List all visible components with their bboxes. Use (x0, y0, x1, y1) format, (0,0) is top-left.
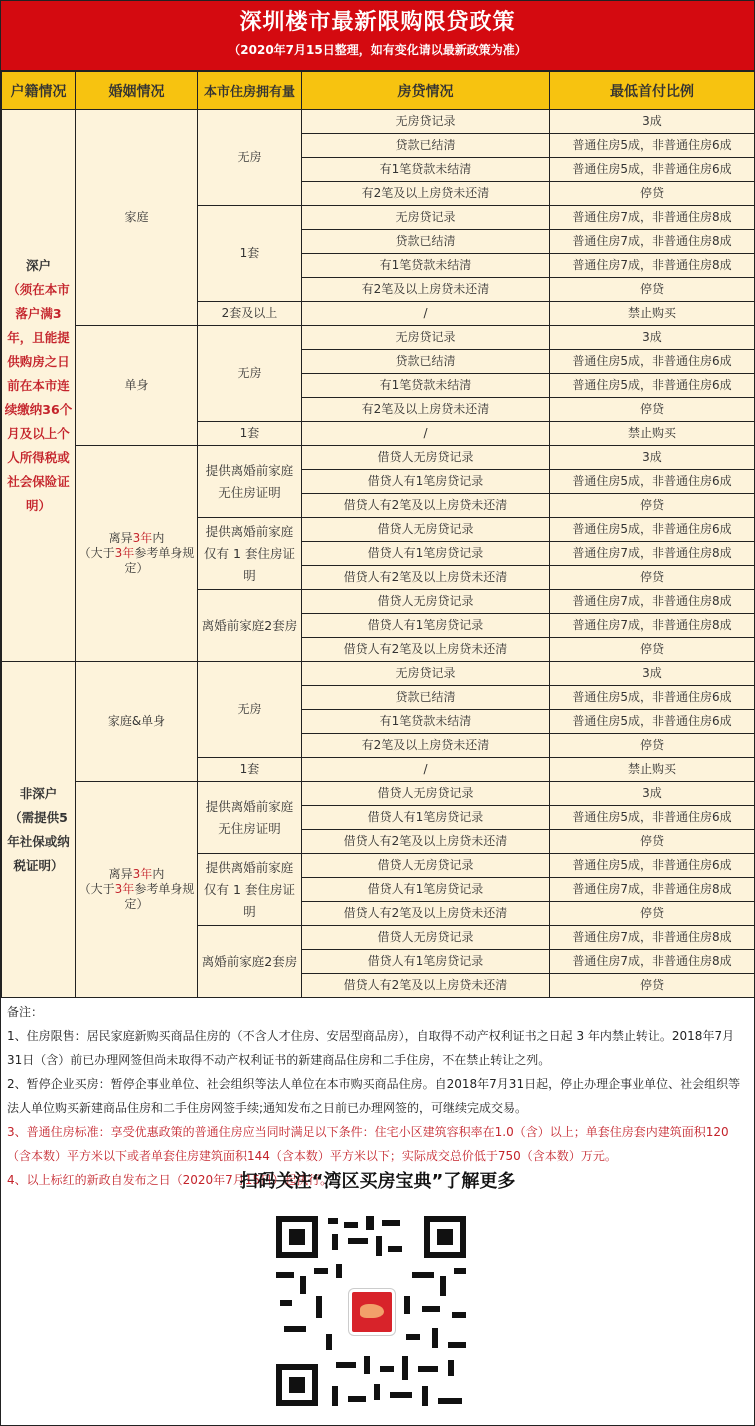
down-payment: 普通住房7成，非普通住房8成 (550, 230, 755, 254)
loan-status: 借贷人有1笔房贷记录 (302, 878, 550, 902)
table-row (2, 662, 755, 686)
loan-status: 借贷人有2笔及以上房贷未还清 (302, 830, 550, 854)
loan-status: 借贷人无房贷记录 (302, 518, 550, 542)
qr-finder-icon (276, 1364, 318, 1406)
down-payment: 停贷 (550, 830, 755, 854)
down-payment: 普通住房7成，非普通住房8成 (550, 206, 755, 230)
loan-status: 有1笔贷款未结清 (302, 710, 550, 734)
down-payment: 停贷 (550, 398, 755, 422)
hukou-shenhu-note: （须在本市落户满3年，且能提供购房之日前在本市连续缴纳36个月及以上个人所得税或社会保险证明） (4, 281, 73, 513)
loan-status: 有2笔及以上房贷未还清 (302, 398, 550, 422)
holdings-div-two: 离婚前家庭2套房 (198, 926, 302, 998)
down-payment: 停贷 (550, 902, 755, 926)
down-payment: 3成 (550, 446, 755, 470)
down-payment: 停贷 (550, 638, 755, 662)
note-item-4: 4、以上标红的新政自发布之日（2020年7月15日）起执行。 (7, 1173, 333, 1187)
loan-status: 借贷人有1笔房贷记录 (302, 542, 550, 566)
loan-status: 无房贷记录 (302, 110, 550, 134)
loan-status: 有1笔贷款未结清 (302, 374, 550, 398)
down-payment: 停贷 (550, 278, 755, 302)
loan-status: 借贷人无房贷记录 (302, 782, 550, 806)
loan-status: 借贷人有1笔房贷记录 (302, 470, 550, 494)
loan-status: 无房贷记录 (302, 326, 550, 350)
loan-status: 无房贷记录 (302, 206, 550, 230)
note-item-1: 1、住房限售：居民家庭新购买商品住房的（不含人才住房、安居型商品房），自取得不动产权利证书之日起 3 年内禁止转让。2018年7月31日（含）前已办理网签但尚未取得不动产权利证书的新建商品住房和二手住房，不在禁止转让之列。 (7, 1029, 735, 1067)
loan-status: 借贷人有2笔及以上房贷未还清 (302, 566, 550, 590)
loan-status: 有2笔及以上房贷未还清 (302, 182, 550, 206)
hukou-feishenhu-cell (2, 662, 76, 998)
down-payment: 普通住房5成，非普通住房6成 (550, 854, 755, 878)
down-payment: 普通住房5成，非普通住房6成 (550, 518, 755, 542)
table-row (2, 782, 755, 806)
policy-table (1, 71, 755, 998)
marital-single: 单身 (76, 326, 198, 446)
hukou-feishenhu-title: 非深户 (19, 785, 58, 801)
down-payment: 禁止购买 (550, 422, 755, 446)
loan-status: 借贷人有2笔及以上房贷未还清 (302, 494, 550, 518)
down-payment: 停贷 (550, 182, 755, 206)
holdings-div-two: 离婚前家庭2套房 (198, 590, 302, 662)
qr-finder-icon (424, 1216, 466, 1258)
loan-status: 借贷人无房贷记录 (302, 446, 550, 470)
loan-status: 借贷人有1笔房贷记录 (302, 806, 550, 830)
table-row (2, 110, 755, 134)
down-payment: 禁止购买 (550, 758, 755, 782)
note-item-2: 2、暂停企业买房：暂停企事业单位、社会组织等法人单位在本市购买商品住房。自2018年7月31日起，停止办理企事业单位、社会组织等法人单位购买新建商品住房和二手住房网签手续;通知发布之日前已办理网签的，可继续完成交易。 (7, 1077, 741, 1115)
loan-status: 借贷人有1笔房贷记录 (302, 950, 550, 974)
down-payment: 普通住房7成，非普通住房8成 (550, 590, 755, 614)
down-payment: 停贷 (550, 734, 755, 758)
down-payment: 停贷 (550, 974, 755, 998)
down-payment: 禁止购买 (550, 302, 755, 326)
page-subtitle: （2020年7月15日整理，如有变化请以最新政策为准） (228, 43, 527, 57)
down-payment: 普通住房7成，非普通住房8成 (550, 926, 755, 950)
header-marital: 婚姻情况 (76, 72, 198, 110)
loan-status: 有2笔及以上房贷未还清 (302, 734, 550, 758)
table-row (2, 446, 755, 470)
down-payment: 普通住房7成，非普通住房8成 (550, 542, 755, 566)
holdings-none: 无房 (198, 326, 302, 422)
loan-status: / (302, 302, 550, 326)
down-payment: 停贷 (550, 494, 755, 518)
notes-heading: 备注： (7, 1005, 44, 1019)
down-payment: 普通住房5成，非普通住房6成 (550, 134, 755, 158)
header-ratio: 最低首付比例 (550, 72, 755, 110)
loan-status: 贷款已结清 (302, 230, 550, 254)
loan-status: / (302, 422, 550, 446)
loan-status: 贷款已结清 (302, 134, 550, 158)
loan-status: 有1笔贷款未结清 (302, 158, 550, 182)
holdings-div-one: 提供离婚前家庭仅有 1 套住房证明 (198, 854, 302, 926)
marital-family-single: 家庭&单身 (76, 662, 198, 782)
holdings-none: 无房 (198, 110, 302, 206)
down-payment: 3成 (550, 782, 755, 806)
holdings-div-one: 提供离婚前家庭仅有 1 套住房证明 (198, 518, 302, 590)
down-payment: 3成 (550, 326, 755, 350)
loan-status: 借贷人有2笔及以上房贷未还清 (302, 902, 550, 926)
header-holdings: 本市住房拥有量 (198, 72, 302, 110)
notes-section (1, 997, 754, 1194)
loan-status: 借贷人有2笔及以上房贷未还清 (302, 638, 550, 662)
table-body (2, 110, 755, 998)
down-payment: 普通住房7成，非普通住房8成 (550, 254, 755, 278)
holdings-one: 1套 (198, 422, 302, 446)
loan-status: 贷款已结清 (302, 350, 550, 374)
loan-status: / (302, 758, 550, 782)
page-title: 深圳楼市最新限购限贷政策 (239, 10, 516, 35)
follow-cta: 扫码关注“湾区买房宝典”了解更多 (239, 1171, 516, 1192)
loan-status: 借贷人无房贷记录 (302, 590, 550, 614)
loan-status: 有2笔及以上房贷未还清 (302, 278, 550, 302)
down-payment: 普通住房7成，非普通住房8成 (550, 878, 755, 902)
loan-status: 无房贷记录 (302, 662, 550, 686)
qr-finder-icon (276, 1216, 318, 1258)
marital-divorced: 离异3年内 （大于3年参考单身规定） (76, 782, 198, 998)
loan-status: 有1笔贷款未结清 (302, 254, 550, 278)
qr-code-icon[interactable] (276, 1216, 466, 1406)
holdings-none: 无房 (198, 662, 302, 758)
holdings-div-none: 提供离婚前家庭无住房证明 (198, 446, 302, 518)
loan-status: 借贷人有2笔及以上房贷未还清 (302, 974, 550, 998)
down-payment: 3成 (550, 110, 755, 134)
down-payment: 3成 (550, 662, 755, 686)
note-item-3: 3、普通住房标准：享受优惠政策的普通住房应当同时满足以下条件：住宅小区建筑容积率在1.0（含）以上；单套住房套内建筑面积120（含本数）平方米以下或者单套住房建筑面积144（含本数）平方米以下；实际成交总价低于750（含本数）万元。 (7, 1125, 729, 1163)
holdings-one: 1套 (198, 758, 302, 782)
down-payment: 停贷 (550, 566, 755, 590)
down-payment: 普通住房5成，非普通住房6成 (550, 710, 755, 734)
down-payment: 普通住房5成，非普通住房6成 (550, 158, 755, 182)
marital-family: 家庭 (76, 110, 198, 326)
loan-status: 借贷人无房贷记录 (302, 854, 550, 878)
holdings-div-none: 提供离婚前家庭无住房证明 (198, 782, 302, 854)
marital-divorced: 离异3年内 （大于3年参考单身规定） (76, 446, 198, 662)
table-header-row (2, 72, 755, 110)
holdings-two-plus: 2套及以上 (198, 302, 302, 326)
down-payment: 普通住房5成，非普通住房6成 (550, 806, 755, 830)
loan-status: 借贷人无房贷记录 (302, 926, 550, 950)
header-loan: 房贷情况 (302, 72, 550, 110)
down-payment: 普通住房5成，非普通住房6成 (550, 470, 755, 494)
hukou-shenhu-cell (2, 110, 76, 662)
down-payment: 普通住房7成，非普通住房8成 (550, 614, 755, 638)
hukou-feishenhu-note: （需提供5年社保或纳税证明） (7, 809, 70, 873)
down-payment: 普通住房5成，非普通住房6成 (550, 350, 755, 374)
loan-status: 贷款已结清 (302, 686, 550, 710)
hukou-shenhu-title: 深户 (25, 257, 51, 273)
loan-status: 借贷人有1笔房贷记录 (302, 614, 550, 638)
down-payment: 普通住房7成，非普通住房8成 (550, 950, 755, 974)
holdings-one: 1套 (198, 206, 302, 302)
brand-logo-icon (349, 1289, 395, 1335)
title-banner (1, 1, 754, 71)
table-row (2, 326, 755, 350)
header-hukou: 户籍情况 (2, 72, 76, 110)
down-payment: 普通住房5成，非普通住房6成 (550, 686, 755, 710)
down-payment: 普通住房5成，非普通住房6成 (550, 374, 755, 398)
